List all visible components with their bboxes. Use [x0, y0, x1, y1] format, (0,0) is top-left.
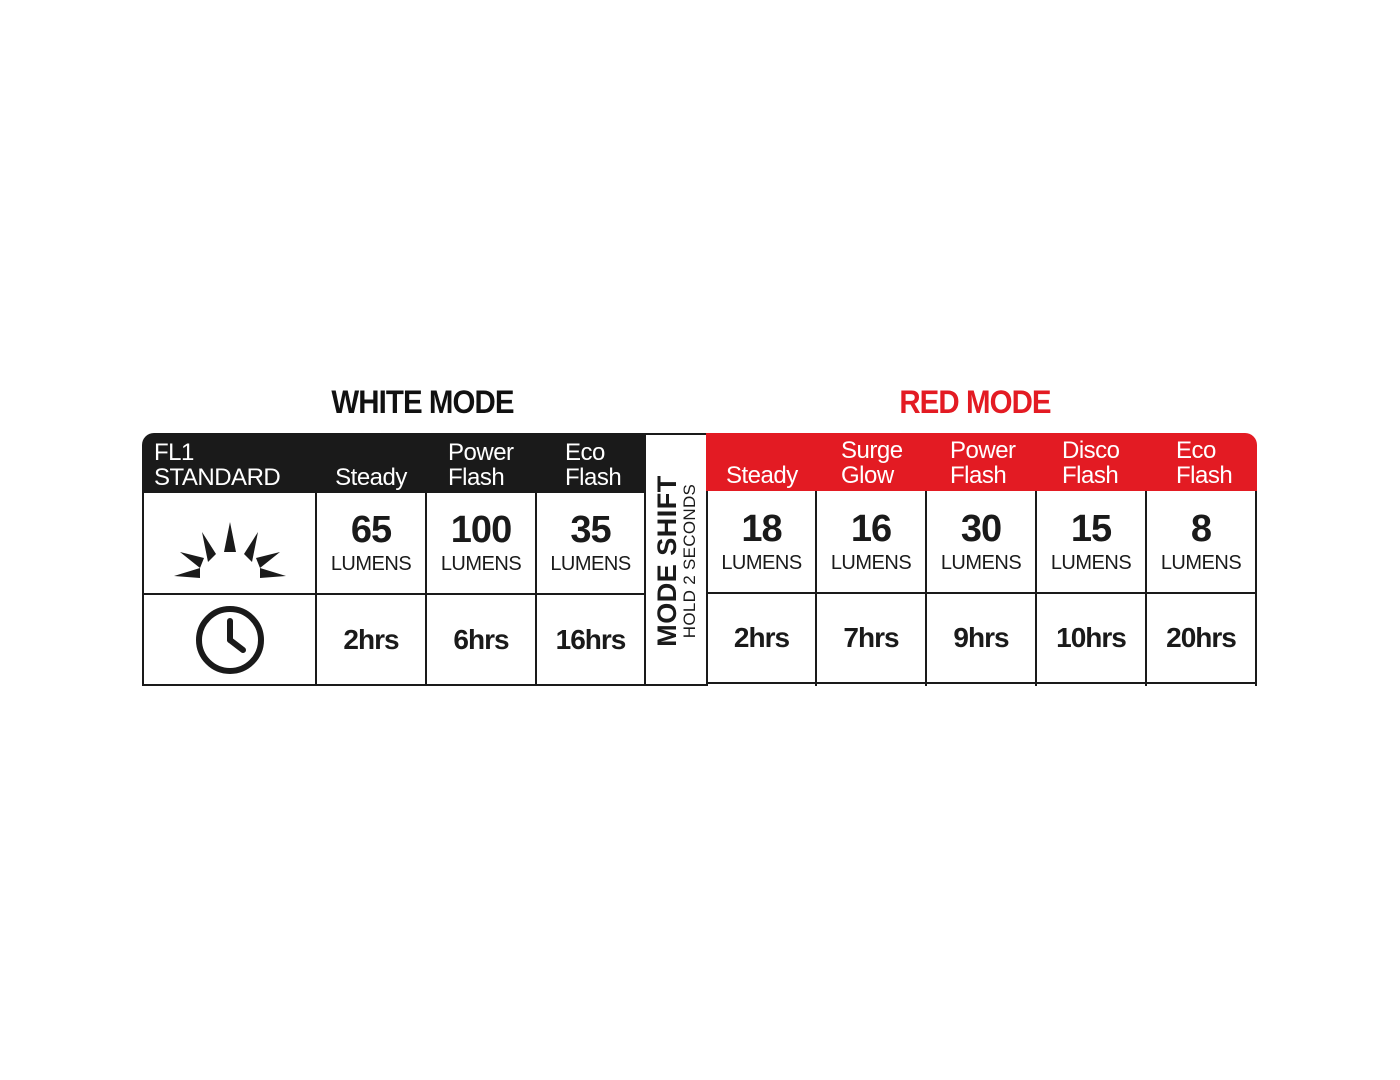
red-col-header: Disco Flash: [1062, 437, 1120, 489]
red-mode-header: [706, 433, 1257, 491]
mode-shift-title: MODE SHIFT: [652, 475, 682, 647]
lumens-cell: 100 LUMENS: [440, 509, 522, 575]
red-mode-table: [706, 433, 1257, 686]
lumens-cell: 8 LUMENS: [1160, 507, 1242, 574]
standard-label: FL1 STANDARD: [154, 439, 281, 491]
lumens-cell: 65 LUMENS: [330, 509, 412, 575]
runtime-cell: 2hrs: [343, 623, 399, 655]
lumens-cell: 35 LUMENS: [550, 509, 631, 575]
sunburst-icon: [144, 493, 315, 593]
runtime-cell: 9hrs: [953, 622, 1009, 653]
runtime-cell: 10hrs: [1056, 622, 1126, 653]
lumens-cell: 18 LUMENS: [721, 507, 802, 574]
white-mode-table: [142, 433, 646, 686]
white-mode-header: [142, 433, 646, 493]
white-col-header: Steady: [335, 464, 407, 491]
lumens-cell: 16 LUMENS: [830, 507, 912, 574]
clock-icon: [144, 595, 315, 684]
runtime-cell: 6hrs: [453, 623, 509, 655]
red-col-header: Eco Flash: [1176, 437, 1233, 489]
red-col-header: Steady: [726, 462, 798, 489]
red-col-header: Power Flash: [950, 437, 1016, 489]
red-col-header: Surge Glow: [841, 437, 903, 489]
runtime-cell: 2hrs: [733, 622, 790, 653]
runtime-cell: 16hrs: [555, 623, 626, 655]
runtime-cell: 20hrs: [1166, 622, 1236, 653]
mode-shift-divider: [646, 433, 706, 686]
red-mode-title: RED MODE: [899, 384, 1051, 420]
mode-shift-subtitle: HOLD 2 SECONDS: [680, 483, 699, 639]
lumens-cell: 15 LUMENS: [1050, 507, 1132, 574]
white-col-header: Eco Flash: [565, 439, 622, 491]
lumens-cell: 30 LUMENS: [940, 507, 1022, 574]
white-mode-title: WHITE MODE: [331, 384, 514, 420]
runtime-cell: 7hrs: [843, 622, 899, 653]
white-col-header: Power Flash: [448, 439, 514, 491]
